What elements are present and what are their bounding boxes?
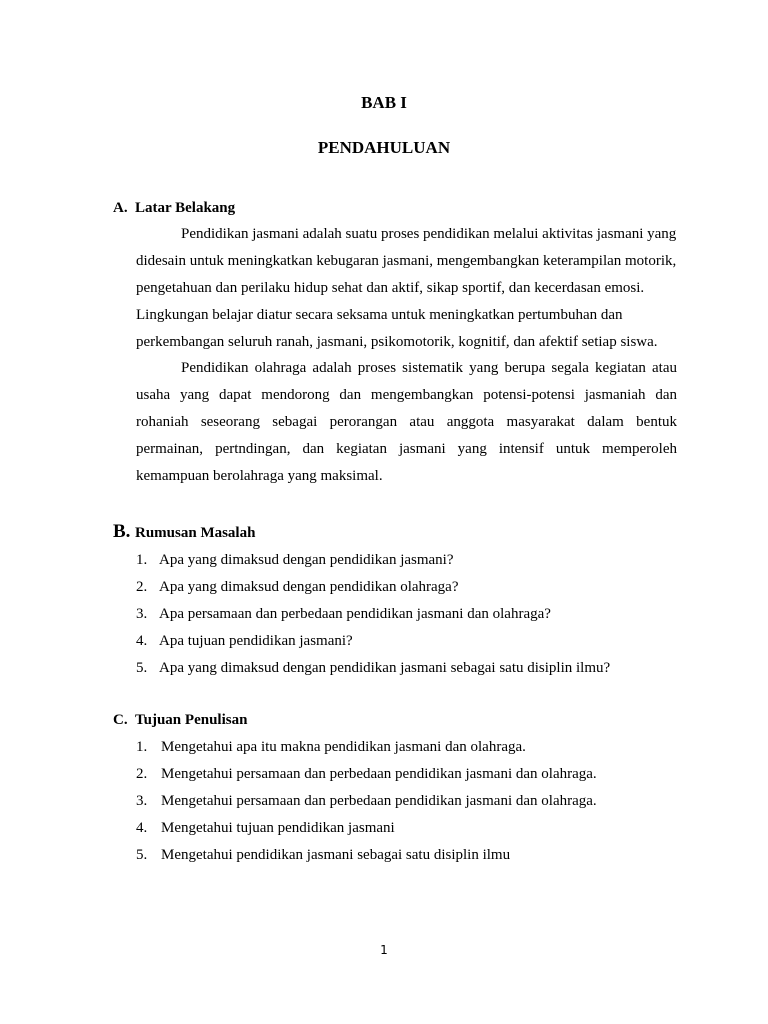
section-a-letter: A.	[113, 200, 128, 216]
list-item	[136, 734, 597, 761]
list-item-number: 2.	[136, 766, 148, 782]
section-a-paragraph-1: Pendidikan jasmani adalah suatu proses pendidikan melalui aktivitas jasmani yang didesain untuk meningkatkan kebugaran jasmani, mengembangkan keterampilan motorik, pengetahuan dan perilaku hidup sehat dan aktif, sikap sportif, dan kecerdasan emosi. Lingkungan belajar diatur secara seksama untuk meningkatkan pertumbuhan dan perkembangan seluruh ranah, jasmani, psikomotorik, kognitif, dan afektif setiap siswa.	[136, 226, 677, 350]
list-item-number: 4.	[136, 820, 148, 836]
list-item	[136, 628, 610, 655]
list-item	[136, 788, 597, 815]
section-c-heading	[113, 712, 247, 729]
section-a-heading	[113, 200, 235, 217]
list-item	[136, 842, 597, 869]
list-item-number: 5.	[136, 660, 148, 676]
list-item-number: 3.	[136, 793, 148, 809]
list-item-number: 1.	[136, 739, 148, 755]
list-item-number: 4.	[136, 633, 148, 649]
list-item	[136, 601, 610, 628]
section-c-title: Tujuan Penulisan	[135, 712, 248, 728]
list-item	[136, 574, 610, 601]
list-item	[136, 761, 597, 788]
list-item-text: Mengetahui tujuan pendidikan jasmani	[161, 820, 395, 836]
list-item	[136, 547, 610, 574]
section-b-letter: B.	[113, 521, 131, 542]
list-item-text: Mengetahui apa itu makna pendidikan jasmani dan olahraga.	[161, 739, 526, 755]
list-item-text: Mengetahui persamaan dan perbedaan pendidikan jasmani dan olahraga.	[161, 766, 597, 782]
list-item-number: 2.	[136, 579, 148, 595]
list-item-text: Apa yang dimaksud dengan pendidikan olahraga?	[159, 579, 459, 595]
list-item-number: 5.	[136, 847, 148, 863]
page-number: 1	[380, 943, 388, 957]
list-item-text: Apa yang dimaksud dengan pendidikan jasmani sebagai satu disiplin ilmu?	[159, 660, 611, 676]
list-item-text: Mengetahui pendidikan jasmani sebagai satu disiplin ilmu	[161, 847, 511, 863]
section-b-heading	[113, 521, 255, 543]
section-c-list	[136, 734, 597, 869]
section-c-letter: C.	[113, 712, 128, 728]
list-item-text: Apa persamaan dan perbedaan pendidikan jasmani dan olahraga?	[159, 606, 551, 622]
chapter-title: PENDAHULUAN	[317, 138, 451, 157]
chapter-number: BAB I	[361, 93, 407, 112]
list-item-text: Apa tujuan pendidikan jasmani?	[159, 633, 353, 649]
section-a-paragraph-2: Pendidikan olahraga adalah proses sistematik yang berupa segala kegiatan atau usaha yang dapat mendorong dan mengembangkan potensi-potensi jasmaniah dan rohaniah seseorang sebagai perorangan atau anggota masyarakat dalam bentuk permainan, pertndingan, dan kegiatan jasmani yang intensif untuk memperoleh kemampuan berolahraga yang maksimal.	[136, 360, 677, 484]
list-item-number: 1.	[136, 552, 148, 568]
section-a-title: Latar Belakang	[135, 200, 236, 216]
list-item-number: 3.	[136, 606, 148, 622]
section-b-list	[136, 547, 610, 682]
list-item	[136, 655, 610, 682]
list-item-text: Mengetahui persamaan dan perbedaan pendidikan jasmani dan olahraga.	[161, 793, 597, 809]
list-item-text: Apa yang dimaksud dengan pendidikan jasmani?	[159, 552, 454, 568]
list-item	[136, 815, 597, 842]
section-b-title: Rumusan Masalah	[135, 525, 256, 541]
